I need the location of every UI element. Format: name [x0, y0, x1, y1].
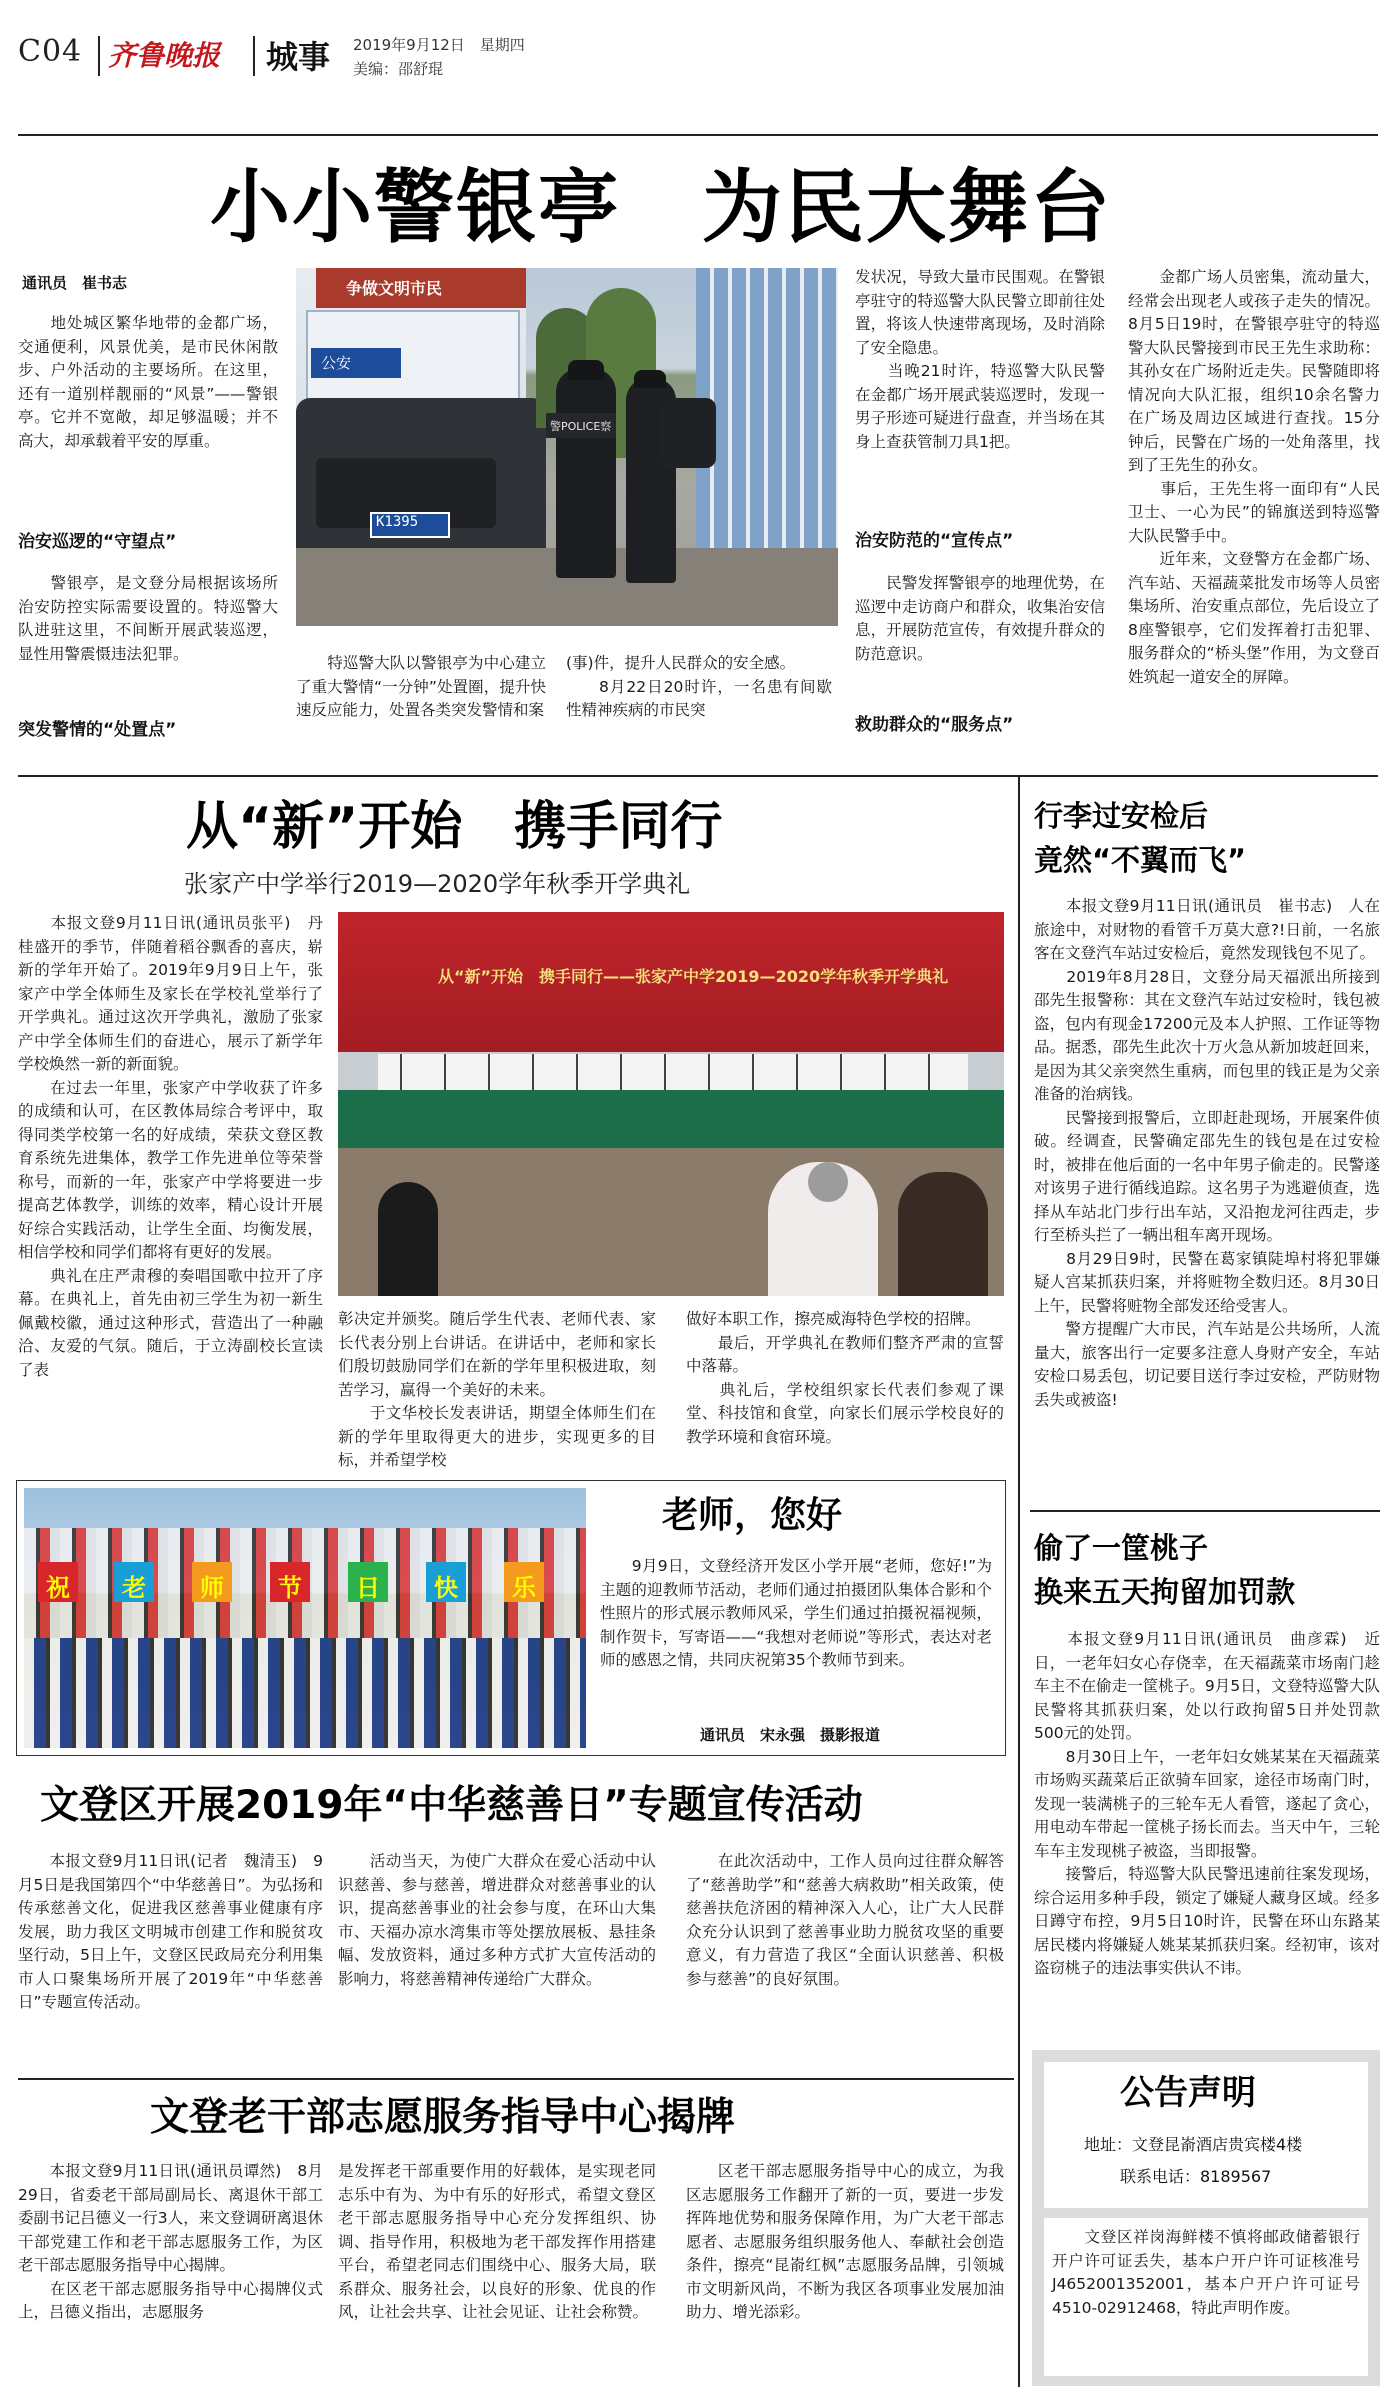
- police-booth-photo: [296, 268, 838, 626]
- notice-body: 文登区祥岗海鲜楼不慎将邮政储蓄银行开户许可证丢失，基本户开户许可证核准号J4652001352001，基本户开户许可证号4510-02912468，特此声明作废。: [1052, 2228, 1360, 2317]
- police-vest-text: 警POLICE察: [550, 420, 612, 433]
- article1-headline: 小小警银亭 为民大舞台: [210, 161, 1112, 254]
- article2-col1: 本报文登9月11日讯(通讯员张平) 丹桂盛开的季节，伴随着稻谷飘香的喜庆，崭新的学年开始了。2019年9月9日上午，张家产中学全体师生及家长在学校礼堂举行了开学典礼。通过这次开学典礼，激励了张家产中学全体师生们的奋进心，展示了新学年学校焕然一新的新面貌。 在过去一年里，张家产中学收获了许多的成绩和认可，在区教体局综合考评中，取得同类学校第一名的好成绩，荣获文登区教育系统先进集体，教学工作先进单位等荣誉称号，而新的一年，张家产中学将要进一步提高艺体教学，训练的效率，精心设计开展好综合实践活动，让学生全面、均衡发展，相信学校和同学们都将有更好的发展。 典礼在庄严肃穆的奏唱国歌中拉开了序幕。在典礼上，首先由初三学生为初一新生佩戴校徽，通过这种形式，营造出了一种融洽、友爱的气氛。随后，于立涛副校长宣读了表: [18, 914, 323, 1379]
- article3-credit: 通讯员 宋永强 摄影报道: [700, 1726, 881, 1744]
- editor-credit: 美编：邵舒琨: [353, 60, 444, 78]
- article5-headline: 文登老干部志愿服务指导中心揭牌: [150, 2095, 736, 2140]
- greeting-char: 老: [122, 1574, 146, 1602]
- article3-headline: 老师，您好: [662, 1495, 843, 1536]
- article4-col2: 活动当天，为使广大群众在爱心活动中认识慈善、参与慈善，增进群众对慈善事业的认识，提高慈善事业的社会参与度，在环山大集市、天福办凉水湾集市等处摆放展板、悬挂条幅、发放资料，通过多种方式扩大宣传活动的影响力，将慈善精神传递给广大群众。: [338, 1852, 656, 1988]
- ceremony-banner: 从“新”开始 携手同行——张家产中学2019—2020学年秋季开学典礼: [438, 967, 949, 986]
- masthead: [18, 28, 1378, 86]
- article6-headline-1: 行李过安检后: [1034, 799, 1209, 833]
- article7-headline-1: 偷了一筐桃子: [1034, 1531, 1209, 1565]
- masthead-rule: [18, 134, 1378, 136]
- article1-col1: 地处城区繁华地带的金都广场，交通便利，风景优美，是市民休闲散步、户外活动的主要场所。在这里，还有一道别样靓丽的“风景”——警银亭。它并不宽敞，却足够温暖；并不高大，却承载着平安的厚重。: [18, 314, 278, 450]
- page-number: C04: [18, 34, 83, 69]
- article6-body: 本报文登9月11日讯(通讯员 崔书志) 人在旅途中，对财物的看管千万莫大意?!日前，一名旅客在文登汽车站过安检后，竟然发现钱包不见了。 2019年8月28日，文登分局天福派出所接到邵先生报警称：其在文登汽车站过安检时，钱包被盗，包内有现金17200元及本人护照、工作证等物品。据悉，邵先生此次十万火急从新加坡赶回来，是因为其父亲突然生重病，而包里的钱正是为父亲准备的治病钱。 民警接到报警后，立即赶赴现场，开展案件侦破。经调查，民警确定邵先生的钱包是在过安检时，被排在他后面的一名中年男子偷走的。民警遂对该男子进行循线追踪。这名男子为逃避侦查，选择从车站北门步行出车站，又沿抱龙河往西走，步行至桥头拦了一辆出租车离开现场。 8月29日9时，民警在葛家镇陡埠村将犯罪嫌疑人宫某抓获归案，并将赃物全数归还。8月30日上午，民警将赃物全部发还给受害人。 警方提醒广大市民，汽车站是公共场所，人流量大，旅客出行一定要多注意人身财产安全，车站安检口易丢包，切记要目送行李过安检，严防财物丢失或被盗!: [1034, 897, 1380, 1409]
- booth-label: 公安: [321, 354, 352, 372]
- photo-caption-right: (事)件，提升人民群众的安全感。 8月22日20时许，一名患有间歇性精神疾病的市民突: [566, 654, 832, 719]
- notice-phone: 联系电话：8189567: [1120, 2167, 1272, 2186]
- notice-title: 公告声明: [1120, 2073, 1256, 2113]
- article4-col3: 在此次活动中，工作人员向过往群众解答了“慈善助学”和“慈善大病救助”相关政策，使慈善扶危济困的精神深入人心，让广大人民群众充分认识到了慈善事业助力脱贫攻坚的重要意义，有力营造了我区“全面认识慈善、积极参与慈善”的良好氛围。: [686, 1852, 1004, 1988]
- article1-sub1: 治安巡逻的“守望点”: [18, 532, 177, 552]
- greeting-char: 师: [200, 1574, 224, 1602]
- article1-byline: 通讯员 崔书志: [22, 274, 128, 292]
- divider-1: [18, 775, 1378, 777]
- vertical-divider: [1018, 777, 1020, 2387]
- notice-address: 地址：文登昆嵛酒店贵宾楼4楼: [1084, 2135, 1303, 2154]
- students-photo: [24, 1488, 586, 1748]
- paper-logo: 齐鲁晚报: [108, 39, 221, 72]
- article1-col4b: 民警发挥警银亭的地理优势，在巡逻中走访商户和群众，收集治安信息，开展防范宣传，有效提升群众的防范意识。: [855, 574, 1105, 663]
- greeting-char: 快: [434, 1574, 458, 1602]
- article2-col2: 彰决定并颁奖。随后学生代表、老师代表、家长代表分别上台讲话。在讲话中，老师和家长们殷切鼓励同学们在新的学年里积极进取，刻苦学习，赢得一个美好的未来。 于文华校长发表讲话，期望全体师生们在新的学年里取得更大的进步，实现更多的目标，并希望学校: [338, 1310, 656, 1469]
- article1-col4: 发状况，导致大量市民围观。在警银亭驻守的特巡警大队民警立即前往处置，将该人快速带离现场，及时消除了安全隐患。 当晚21时许，特巡警大队民警在金都广场开展武装巡逻时，发现一男子形迹可疑进行盘查，并当场在其身上查获管制刀具1把。: [855, 268, 1105, 451]
- article2-subtitle: 张家产中学举行2019—2020学年秋季开学典礼: [184, 870, 691, 898]
- article1-sub4: 救助群众的“服务点”: [855, 715, 1014, 735]
- article7-body: 本报文登9月11日讯(通讯员 曲彦霖) 近日，一老年妇女心存侥幸，在天福蔬菜市场南门趁车主不在偷走一筐桃子。9月5日，文登特巡警大队民警将其抓获归案，处以行政拘留5日并处罚款500元的处罚。 8月30日上午，一老年妇女姚某某在天福蔬菜市场购买蔬菜后正欲骑车回家，途径市场南门时，发现一装满桃子的三轮车无人看管，遂起了贪心，用电动车带起一筐桃子扬长而去。当天中午，三轮车车主发现桃子被盗，当即报警。 接警后，特巡警大队民警迅速前往案发现场，综合运用多种手段，锁定了嫌疑人藏身区域。经多日蹲守布控，9月5日10时许，民警在环山东路某居民楼内将嫌疑人姚某某抓获归案。经初审，该对盗窃桃子的违法事实供认不讳。: [1034, 1630, 1380, 1977]
- greeting-char: 祝: [46, 1574, 70, 1602]
- section-name: 城事: [266, 38, 331, 76]
- greeting-char: 节: [278, 1574, 302, 1602]
- article7-headline-2: 换来五天拘留加罚款: [1034, 1575, 1296, 1609]
- greeting-char: 乐: [512, 1574, 536, 1602]
- article5-col3: 区老干部志愿服务指导中心的成立，为我区志愿服务工作翻开了新的一页，要进一步发挥阵地优势和服务保障作用，为广大老干部志愿者、志愿服务组织服务他人、奉献社会创造条件，擦亮“昆嵛红枫”志愿服务品牌，引领城市文明新风尚，不断为我区各项事业发展加油助力、增光添彩。: [686, 2162, 1004, 2321]
- notice-box: [1032, 2050, 1380, 2386]
- article4-headline: 文登区开展2019年“中华慈善日”专题宣传活动: [40, 1783, 863, 1828]
- article2-col3: 做好本职工作，擦亮威海特色学校的招牌。 最后，开学典礼在教师们整齐严肃的宣誓中落幕。 典礼后，学校组织家长代表们参观了课堂、科技馆和食堂，向家长们展示学校良好的教学环境和食宿环境。: [686, 1310, 1004, 1446]
- greeting-char: 日: [356, 1574, 380, 1602]
- article2-headline: 从“新”开始 携手同行: [186, 797, 723, 857]
- divider-2: [18, 2078, 1014, 2080]
- article1-sub2: 突发警情的“处置点”: [18, 720, 177, 740]
- issue-date: 2019年9月12日 星期四: [353, 36, 525, 54]
- photo-caption-left: 特巡警大队以警银亭为中心建立了重大警情“一分钟”处置圈，提升快速反应能力，处置各类突发警情和案: [296, 654, 546, 719]
- article1-col1b: 警银亭，是文登分局根据该场所治安防控实际需要设置的。特巡警大队进驻这里，不间断开展武装巡逻，显性用警震慑违法犯罪。: [18, 574, 278, 663]
- article6-headline-2: 竟然“不翼而飞”: [1034, 843, 1247, 877]
- article1-sub3: 治安防范的“宣传点”: [855, 531, 1014, 551]
- ceremony-photo: [338, 912, 1004, 1296]
- article5-col1: 本报文登9月11日讯(通讯员谭然) 8月29日，省委老干部局副局长、离退休干部工委副书记吕德义一行3人，来文登调研离退休干部党建工作和老干部志愿服务工作，为区老干部志愿服务指导中心揭牌。 在区老干部志愿服务指导中心揭牌仪式上，吕德义指出，志愿服务: [18, 2162, 323, 2321]
- article1-col5: 金都广场人员密集，流动量大，经常会出现老人或孩子走失的情况。8月5日19时，在警银亭驻守的特巡警大队民警接到市民王先生求助称：其孙女在广场附近走失。民警随即将情况向大队汇报，组织10余名警力在广场及周边区域进行查找。15分钟后，民警在广场的一处角落里，找到了王先生的孙女。 事后，王先生将一面印有“人民卫士、一心为民”的锦旗送到特巡警大队民警手中。 近年来，文登警方在金都广场、汽车站、天福蔬菜批发市场等人员密集场所、治安重点部位，先后设立了8座警银亭，它们发挥着打击犯罪、服务群众的“桥头堡”作用，为文登百姓筑起一道安全的屏障。: [1128, 268, 1380, 686]
- divider-right: [1030, 1510, 1380, 1512]
- license-plate: K1395: [376, 514, 419, 530]
- article4-col1: 本报文登9月11日讯(记者 魏清玉) 9月5日是我国第四个“中华慈善日”。为弘扬和传承慈善文化，促进我区慈善事业健康有序发展，助力我区文明城市创建工作和脱贫攻坚行动，5日上午，文登区民政局充分利用集市人口聚集场所开展了2019年“中华慈善日”专题宣传活动。: [18, 1852, 323, 2011]
- booth-sign: 争做文明市民: [346, 279, 443, 298]
- article3-body: 9月9日，文登经济开发区小学开展“老师，您好!”为主题的迎教师节活动，老师们通过拍摄团队集体合影和个性照片的形式展示教师风采，学生们通过拍摄祝福视频，制作贺卡，写寄语——“我想对老师说”等形式，表达对老师的感恩之情，共同庆祝第35个教师节到来。: [600, 1557, 992, 1669]
- article5-col2: 是发挥老干部重要作用的好载体，是实现老同志乐中有为、为中有乐的好形式，希望文登区老干部志愿服务指导中心充分发挥组织、协调、指导作用，积极地为老干部发挥作用搭建平台，希望老同志们围绕中心、服务大局，联系群众、服务社会，以良好的形象、优良的作风，让社会共享、让社会见证、让社会称赞。: [338, 2162, 656, 2321]
